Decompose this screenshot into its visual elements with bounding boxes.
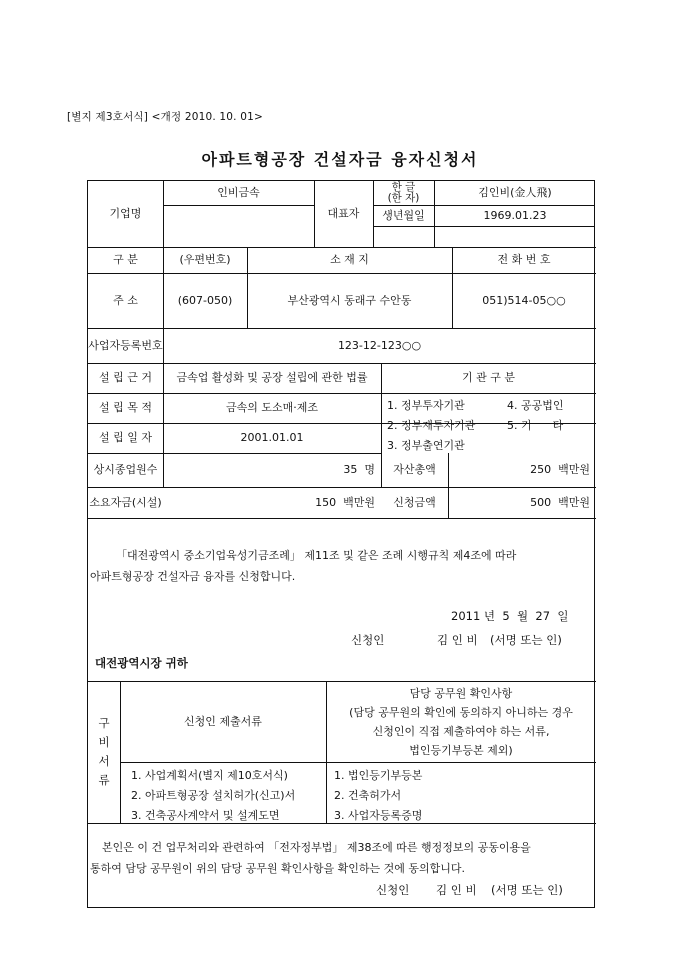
applicant-documents-list — [131, 766, 295, 826]
requested-amount-unit: 백만원 — [558, 495, 590, 509]
agency-type-label: 기 관 구 분 — [462, 371, 515, 385]
consent-signer-name: 김 인 비 — [436, 883, 477, 897]
company-name-value: 인비금속 — [217, 186, 260, 200]
establishment-purpose-label: 설 립 목 적 — [99, 401, 152, 415]
address-label: 주 소 — [113, 293, 138, 307]
location-value: 부산광역시 동래구 수안동 — [287, 293, 412, 307]
establishment-date-label: 설 립 일 자 — [99, 431, 152, 445]
employee-count-unit: 명 — [364, 463, 375, 477]
hangul-label: 한 글 — [391, 181, 416, 193]
birth-date-label: 생년월일 — [382, 208, 425, 222]
official-documents-list — [334, 766, 422, 826]
list-item: 2. 건축허가서 — [334, 789, 402, 802]
required-funds-unit: 백만원 — [343, 495, 375, 509]
required-funds-cell — [163, 487, 381, 518]
total-assets-cell — [448, 453, 596, 487]
business-registration-value: 123-12-123○○ — [337, 338, 422, 352]
location-label: 소 재 지 — [330, 253, 369, 267]
birth-date-value: 1969.01.23 — [483, 208, 547, 222]
declaration-line-1: 「대전광역시 중소기업육성기금조례」 제11조 및 같은 조례 시행규칙 제4조에 따라 — [116, 549, 517, 562]
consent-signature-note: (서명 또는 인) — [491, 883, 563, 897]
division-label: 구 분 — [113, 253, 138, 267]
representative-label: 대표자 — [327, 207, 360, 221]
business-registration-label: 사업자등록번호 — [88, 338, 163, 352]
document-title: 아파트형공장 건설자금 융자신청서 — [201, 150, 479, 169]
addressee: 대전광역시장 귀하 — [95, 656, 188, 670]
list-item: 1. 사업계획서(별지 제10호서식) — [131, 769, 288, 782]
requested-amount-value: 500 — [530, 495, 552, 509]
list-item: 1. 법인등기부등본 — [334, 769, 423, 782]
official-check-header: 담당 공무원 확인사항 (담당 공무원의 확인에 동의하지 아니하는 경우 신청인이 직접 제출하여야 하는 서류, 법인등기부등본 제외) — [349, 686, 573, 757]
hangul-hanja-label — [373, 181, 434, 205]
total-assets-label: 자산총액 — [393, 463, 436, 477]
employee-count-value: 35 — [343, 463, 358, 477]
agency-option-2: 2. 정부재투자기관 — [387, 419, 476, 432]
consent-line-1: 본인은 이 건 업무처리와 관련하여 「전자정부법」 제38조에 따른 행정정보의 공동이용을 — [102, 841, 531, 854]
hanja-label: (한 자) — [387, 192, 420, 204]
list-item: 3. 건축공사계약서 및 설계도면 — [131, 809, 280, 822]
agency-option-5: 5. 기 타 — [507, 419, 564, 432]
employee-count-label: 상시종업원수 — [93, 463, 158, 477]
representative-name-value: 김인비(金人飛) — [478, 186, 552, 200]
applicant-documents-header: 신청인 제출서류 — [184, 714, 262, 728]
employee-count-cell — [163, 453, 381, 487]
agency-option-3: 3. 정부출연기관 — [387, 439, 465, 452]
list-item: 2. 아파트형공장 설치허가(신고)서 — [131, 789, 296, 802]
agency-option-4: 4. 공공법인 — [507, 399, 564, 412]
establishment-basis-value: 금속업 활성화 및 공장 설립에 관한 법률 — [176, 371, 368, 385]
agency-option-1: 1. 정부투자기관 — [387, 399, 465, 412]
company-name-label: 기업명 — [109, 207, 142, 221]
required-funds-label: 소요자금(시설) — [89, 495, 162, 509]
establishment-purpose-value: 금속의 도소매·제조 — [225, 401, 318, 415]
applicant-label: 신청인 — [351, 633, 385, 647]
requested-amount-label: 신청금액 — [393, 495, 436, 509]
postal-code-label: (우편번호) — [179, 253, 231, 267]
application-date: 2011 년 5 월 27 일 — [451, 609, 569, 623]
applicant-signature-note: (서명 또는 인) — [490, 633, 562, 647]
postal-code-value: (607-050) — [177, 293, 233, 307]
phone-number-value: 051)514-05○○ — [482, 293, 566, 307]
list-item: 3. 사업자등록증명 — [334, 809, 423, 822]
total-assets-unit: 백만원 — [558, 463, 590, 477]
required-documents-side-label: 구 비 서 류 — [98, 716, 110, 787]
declaration-line-2: 아파트형공장 건설자금 융자를 신청합니다. — [90, 570, 296, 583]
consent-signer-label: 신청인 — [376, 883, 410, 897]
total-assets-value: 250 — [530, 463, 552, 477]
required-funds-value: 150 — [315, 495, 337, 509]
requested-amount-cell — [448, 487, 596, 518]
establishment-basis-label: 설 립 근 거 — [99, 371, 152, 385]
form-number-note: [별지 제3호서식] <개정 2010. 10. 01> — [67, 111, 264, 123]
consent-line-2: 통하여 담당 공무원이 위의 담당 공무원 확인사항을 확인하는 것에 동의합니다. — [90, 862, 465, 875]
applicant-name: 김 인 비 — [437, 633, 478, 647]
application-form-table — [87, 180, 595, 908]
phone-number-label: 전 화 번 호 — [497, 253, 551, 267]
establishment-date-value: 2001.01.01 — [240, 431, 304, 445]
